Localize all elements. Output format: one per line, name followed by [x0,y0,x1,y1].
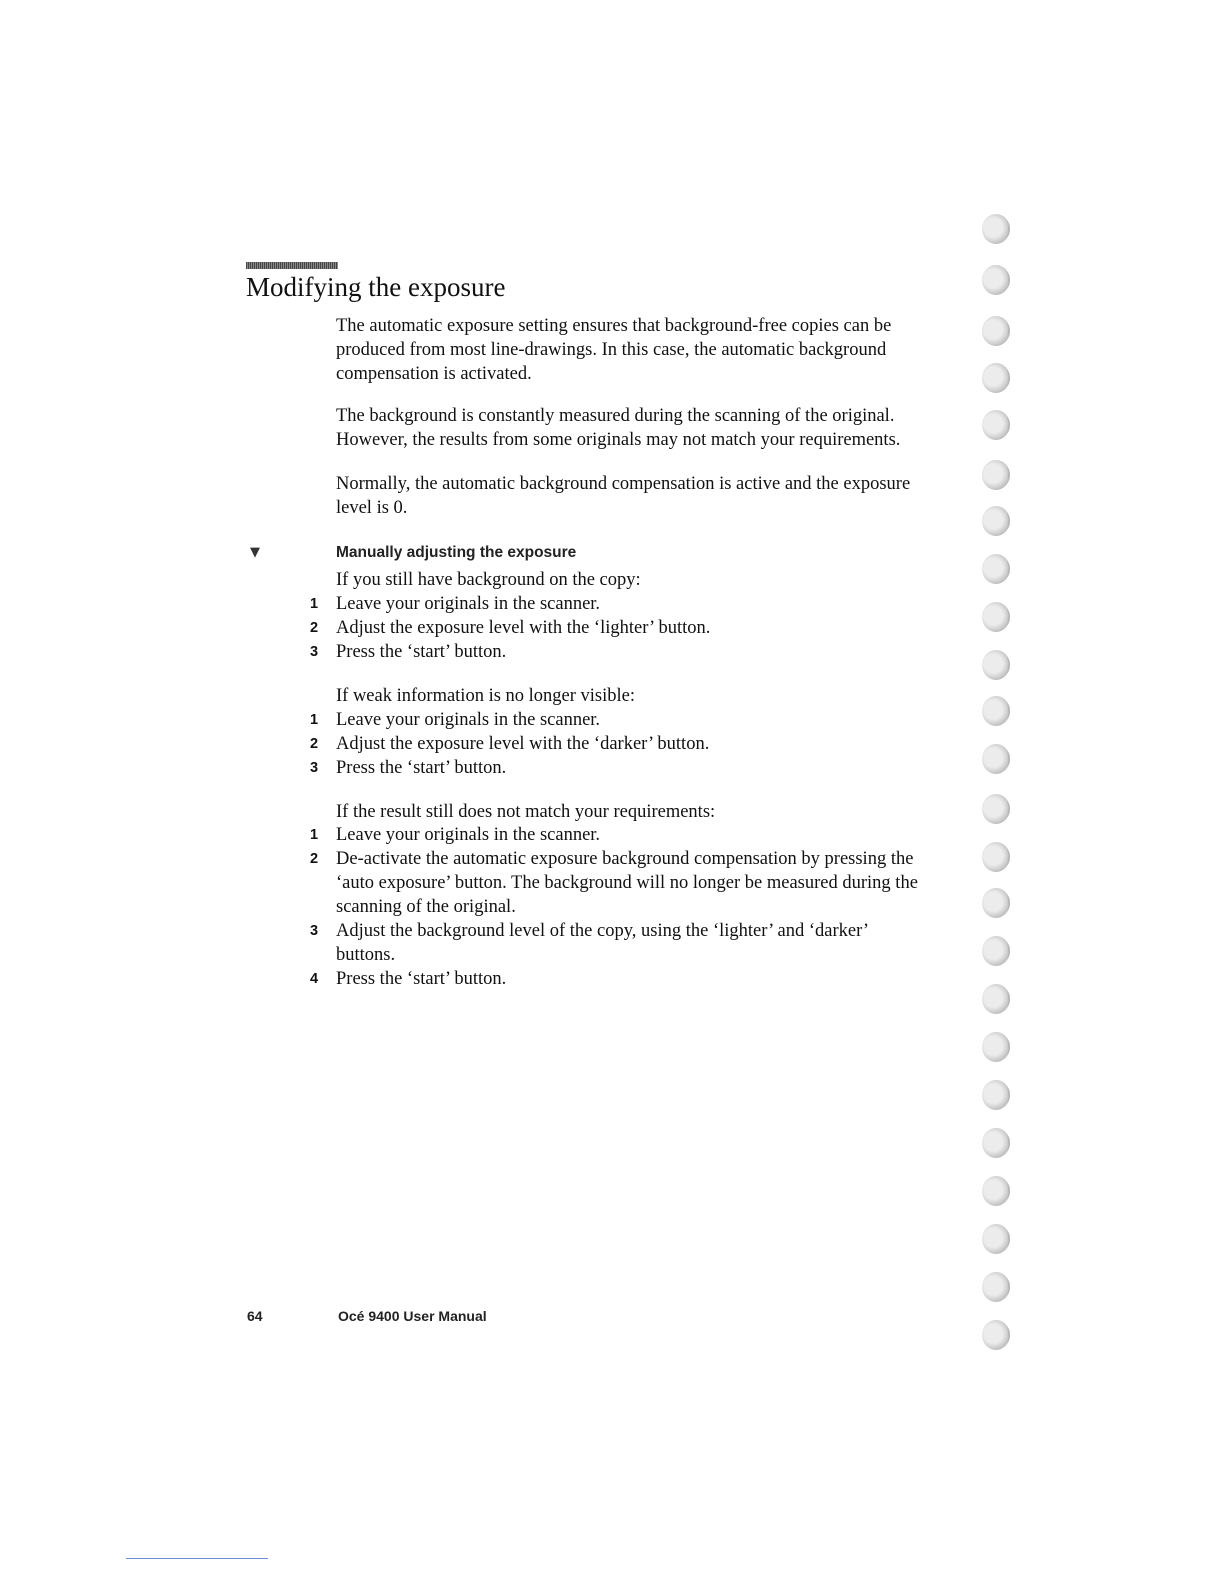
step-text: Leave your originals in the scanner. [336,710,601,730]
step-number: 1 [310,827,319,843]
intro-paragraph: The automatic exposure setting ensures that background-free copies can be produced from most line-drawings. In this case, the automatic background compensation is activated. [336,316,892,384]
procedure-heading: Manually adjusting the exposure [336,544,577,561]
bottom-rule [126,1558,268,1559]
binding-hole-icon [982,363,1010,393]
binding-hole-icon [982,265,1010,295]
step-text: Leave your originals in the scanner. [336,825,601,845]
step-text: Adjust the background level of the copy, using the ‘lighter’ and ‘darker’ buttons. [336,921,868,965]
footer-manual-title: Océ 9400 User Manual [338,1308,487,1324]
step-text: Adjust the exposure level with the ‘darker’ button. [336,734,710,754]
step-number: 2 [310,851,319,867]
binding-hole-icon [982,410,1010,440]
step-text: Press the ‘start’ button. [336,642,507,662]
section-title: Modifying the exposure [246,272,506,302]
step-text: De-activate the automatic exposure background compensation by pressing the ‘auto exposure’ button. The background will no longer be measured during the scanning of the original. [336,849,918,917]
step-number: 1 [310,596,319,612]
binding-hole-icon [982,1080,1010,1110]
background-paragraph: The background is constantly measured during the scanning of the original. However, the results from some originals may not match your requirements. [336,406,901,450]
step-number: 1 [310,712,319,728]
binding-hole-icon [982,696,1010,726]
binding-hole-icon [982,1032,1010,1062]
binding-hole-icon [982,842,1010,872]
binding-hole-icon [982,316,1010,346]
step-number: 3 [310,923,319,939]
step-text: Leave your originals in the scanner. [336,594,601,614]
binding-hole-icon [982,1224,1010,1254]
step-number: 3 [310,644,319,660]
binding-hole-icon [982,506,1010,536]
procedure-intro-2: If weak information is no longer visible: [336,686,636,706]
binding-hole-icon [982,1272,1010,1302]
binding-hole-icon [982,794,1010,824]
step-text: Press the ‘start’ button. [336,758,507,778]
page-number: 64 [247,1308,263,1324]
binding-hole-icon [982,744,1010,774]
step-text: Press the ‘start’ button. [336,969,507,989]
normal-paragraph: Normally, the automatic background compensation is active and the exposure level is 0. [336,474,911,518]
procedure-triangle-icon: ▼ [250,545,260,560]
step-number: 4 [310,971,319,987]
binding-hole-icon [982,936,1010,966]
binding-hole-icon [982,1176,1010,1206]
binding-hole-icon [982,650,1010,680]
step-text: Adjust the exposure level with the ‘lighter’ button. [336,618,711,638]
procedure-intro-1: If you still have background on the copy: [336,570,641,590]
binding-hole-icon [982,460,1010,490]
binding-hole-icon [982,888,1010,918]
binding-hole-icon [982,1128,1010,1158]
step-number: 2 [310,620,319,636]
step-number: 2 [310,736,319,752]
procedure-intro-3: If the result still does not match your requirements: [336,802,716,822]
binding-holes [978,214,1018,1354]
section-marker-bar [246,262,338,269]
binding-hole-icon [982,214,1010,244]
binding-hole-icon [982,554,1010,584]
binding-hole-icon [982,1320,1010,1350]
binding-hole-icon [982,602,1010,632]
binding-hole-icon [982,984,1010,1014]
step-number: 3 [310,760,319,776]
